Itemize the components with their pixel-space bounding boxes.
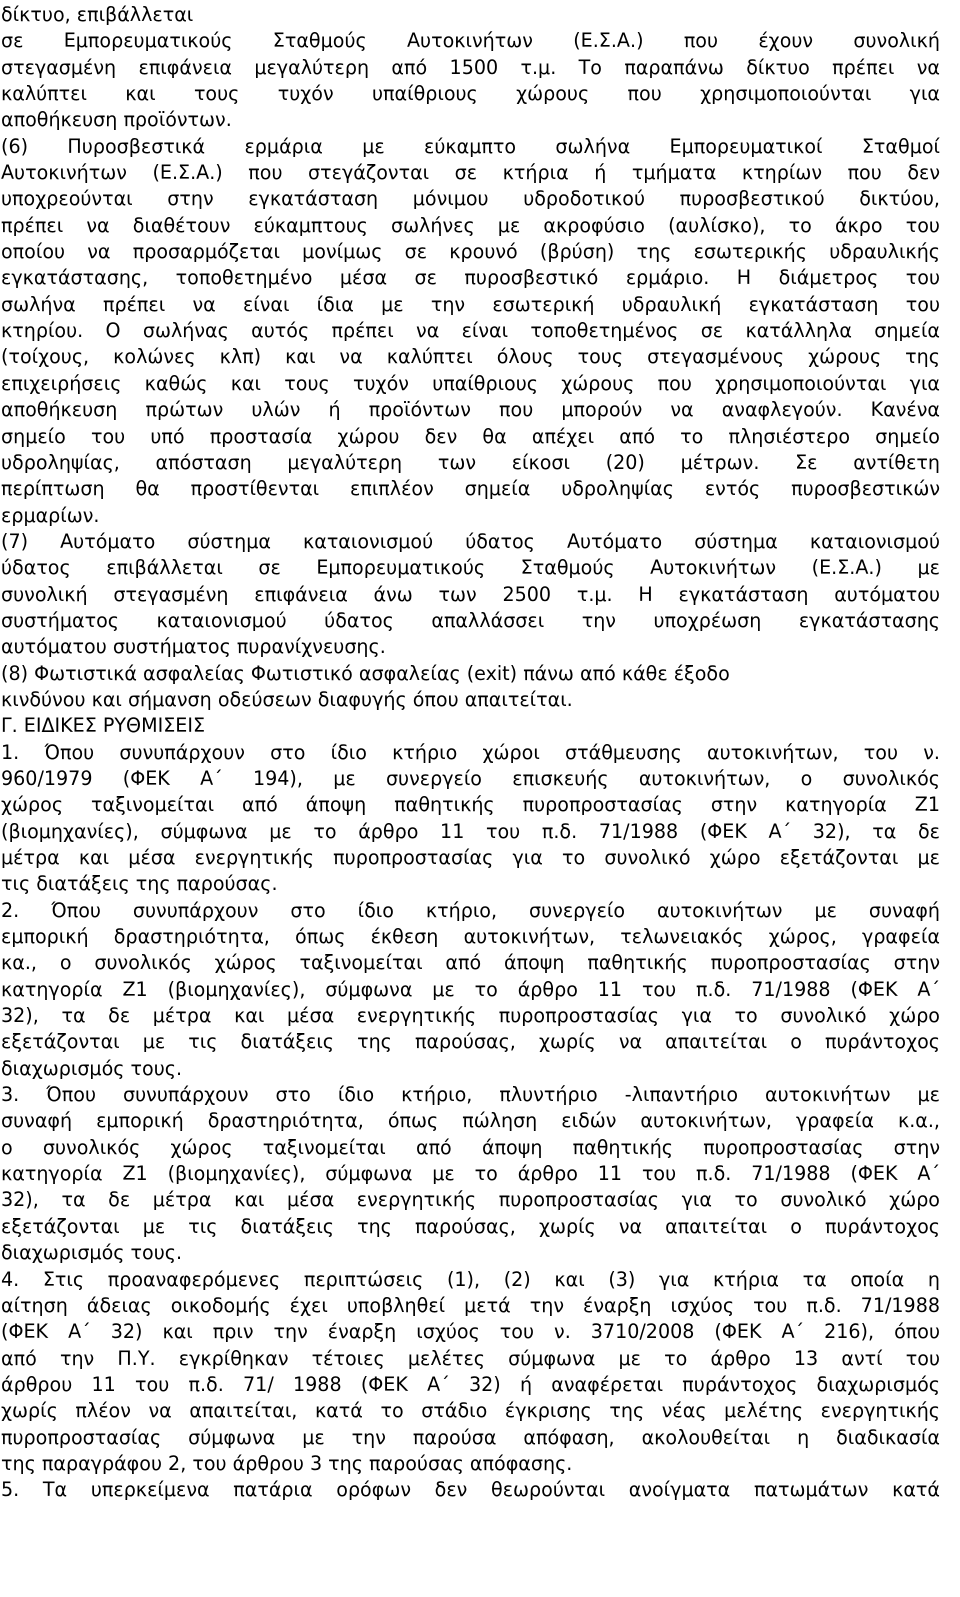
text-line: κατηγορία Ζ1 (βιομηχανίες), σύμφωνα με το άρθρο 11 του π.δ. 71/1988 (ΦΕΚ Α΄ [1, 977, 940, 1001]
text-line: τις διατάξεις της παρούσας. [1, 872, 278, 896]
text-line: εξετάζονται με τις διατάξεις της παρούσας, χωρίς να απαιτείται ο πυράντοχος [1, 1214, 940, 1238]
text-line: χώρος ταξινομείται από άποψη παθητικής πυροπροστασίας στην κατηγορία Ζ1 [1, 793, 940, 817]
text-line: Αυτοκινήτων (Ε.Σ.Α.) που στεγάζονται σε κτήρια ή τμήματα κτηρίων που δεν [1, 161, 940, 185]
text-line: εξετάζονται με τις διατάξεις της παρούσας, χωρίς να απαιτείται ο πυράντοχος [1, 1030, 940, 1054]
text-line: περίπτωση θα προστίθενται επιπλέον σημεία υδροληψίας εντός πυροσβεστικών [1, 477, 940, 501]
text-line: Γ. ΕΙΔΙΚΕΣ ΡΥΘΜΙΣΕΙΣ [1, 714, 206, 738]
text-line: 3. Όπου συνυπάρχουν στο ίδιο κτήριο, πλυντήριο -λιπαντήριο αυτοκινήτων με [1, 1083, 940, 1107]
text-line: αποθήκευση προϊόντων. [1, 108, 232, 132]
text-line: (8) Φωτιστικά ασφαλείας Φωτιστικό ασφαλείας (exit) πάνω από κάθε έξοδο [1, 661, 730, 685]
text-line: κτηρίου. Ο σωλήνας αυτός πρέπει να είναι τοποθετημένος σε κατάλληλα σημεία [1, 319, 940, 343]
text-line: υδροληψίας, απόσταση μεγαλύτερη των είκοσι (20) μέτρων. Σε αντίθετη [1, 450, 940, 474]
text-line: στεγασμένη επιφάνεια μεγαλύτερη από 1500 τ.μ. Το παραπάνω δίκτυο πρέπει να [1, 55, 940, 79]
text-line: (6) Πυροσβεστικά ερμάρια με εύκαμπτο σωλήνα Εμπορευματικοί Σταθμοί [1, 134, 940, 158]
text-line: δίκτυο, επιβάλλεται [1, 3, 194, 26]
text-line: κα., ο συνολικός χώρος ταξινομείται από άποψη παθητικής πυροπροστασίας στην [1, 951, 940, 975]
text-line: 32), τα δε μέτρα και μέσα ενεργητικής πυροπροστασίας για το συνολικό χώρο [1, 1004, 940, 1028]
text-line: εμπορική δραστηριότητα, όπως έκθεση αυτοκινήτων, τελωνειακός χώρος, γραφεία [1, 925, 940, 949]
text-line: ερμαρίων. [1, 503, 100, 527]
text-line: διαχωρισμός τους. [1, 1241, 183, 1265]
text-line: διαχωρισμός τους. [1, 1056, 183, 1080]
text-line: κατηγορία Ζ1 (βιομηχανίες), σύμφωνα με το άρθρο 11 του π.δ. 71/1988 (ΦΕΚ Α΄ [1, 1162, 940, 1186]
text-line: ο συνολικός χώρος ταξινομείται από άποψη παθητικής πυροπροστασίας στην [1, 1135, 940, 1159]
text-line: άρθρου 11 του π.δ. 71/ 1988 (ΦΕΚ Α΄ 32) ή αναφέρεται πυράντοχος διαχωρισμός [1, 1372, 940, 1396]
text-line: 1. Όπου συνυπάρχουν στο ίδιο κτήριο χώροι στάθμευσης αυτοκινήτων, του ν. [1, 740, 940, 764]
text-line: κινδύνου και σήμανση οδεύσεων διαφυγής όπου απαιτείται. [1, 687, 573, 711]
text-line: (βιομηχανίες), σύμφωνα με το άρθρο 11 του π.δ. 71/1988 (ΦΕΚ Α΄ 32), τα δε [1, 819, 940, 843]
text-line: 2. Όπου συνυπάρχουν στο ίδιο κτήριο, συνεργείο αυτοκινήτων με συναφή [1, 898, 940, 922]
text-line: συναφή εμπορική δραστηριότητα, όπως πώληση ειδών αυτοκινήτων, γραφεία κ.α., [1, 1109, 940, 1133]
text-line: ύδατος επιβάλλεται σε Εμπορευματικούς Σταθμούς Αυτοκινήτων (Ε.Σ.Α.) με [1, 556, 940, 580]
text-line: από την Π.Υ. εγκρίθηκαν τέτοιες μελέτες σύμφωνα με το άρθρο 13 αντί του [1, 1346, 940, 1370]
text-line: αυτόματου συστήματος πυρανίχνευσης. [1, 635, 386, 659]
text-line: συστήματος καταιονισμού ύδατος απαλλάσσει την υποχρέωση εγκατάστασης [1, 608, 940, 632]
text-line: πυροπροστασίας σύμφωνα με την παρούσα απόφαση, ακολουθείται η διαδικασία [1, 1425, 940, 1449]
text-line: 960/1979 (ΦΕΚ Α΄ 194), με συνεργείο επισκευής αυτοκινήτων, ο συνολικός [1, 766, 940, 790]
text-line: πρέπει να διαθέτουν εύκαμπτους σωλήνες με ακροφύσιο (αυλίσκο), το άκρο του [1, 213, 940, 237]
text-line: (7) Αυτόματο σύστημα καταιονισμού ύδατος Αυτόματο σύστημα καταιονισμού [1, 529, 940, 553]
text-line: σημείο του υπό προστασία χώρου δεν θα απέχει από το πλησιέστερο σημείο [1, 424, 940, 448]
text-line: επιχειρήσεις καθώς και τους τυχόν υπαίθριους χώρους που χρησιμοποιούνται για [1, 371, 940, 395]
text-line: συνολική στεγασμένη επιφάνεια άνω των 2500 τ.μ. Η εγκατάσταση αυτόματου [1, 582, 940, 606]
text-line: υποχρεούνται στην εγκατάσταση μόνιμου υδροδοτικού πυροσβεστικού δικτύου, [1, 187, 940, 211]
text-line: σε Εμπορευματικούς Σταθμούς Αυτοκινήτων (Ε.Σ.Α.) που έχουν συνολική [1, 29, 940, 53]
text-line: 4. Στις προαναφερόμενες περιπτώσεις (1), (2) και (3) για κτήρια τα οποία η [1, 1267, 940, 1291]
text-line: καλύπτει και τους τυχόν υπαίθριους χώρους που χρησιμοποιούνται για [1, 82, 940, 106]
text-line: οποίου να προσαρμόζεται μονίμως σε κρουνό (βρύση) της εσωτερικής υδραυλικής [1, 240, 940, 264]
text-line: 5. Τα υπερκείμενα πατάρια ορόφων δεν θεωρούνται ανοίγματα πατωμάτων κατά [1, 1478, 940, 1502]
text-line: αποθήκευση πρώτων υλών ή προϊόντων που μπορούν να αναφλεγούν. Κανένα [1, 398, 940, 422]
text-line: της παραγράφου 2, του άρθρου 3 της παρούσας απόφασης. [1, 1451, 573, 1475]
text-line: εγκατάστασης, τοποθετημένο μέσα σε πυροσβεστικό ερμάριο. Η διάμετρος του [1, 266, 940, 290]
text-line: σωλήνα πρέπει να είναι ίδια με την εσωτερική υδραυλική εγκατάσταση του [1, 292, 940, 316]
text-line: μέτρα και μέσα ενεργητικής πυροπροστασίας για το συνολικό χώρο εξετάζονται με [1, 846, 940, 869]
text-line: αίτηση άδειας οικοδομής έχει υποβληθεί μετά την έναρξη ισχύος του π.δ. 71/1988 [1, 1293, 940, 1317]
text-line: χωρίς πλέον να απαιτείται, κατά το στάδιο έγκρισης της νέας μελέτης ενεργητικής [1, 1399, 940, 1423]
text-line: 32), τα δε μέτρα και μέσα ενεργητικής πυροπροστασίας για το συνολικό χώρο [1, 1188, 940, 1212]
text-line: (ΦΕΚ Α΄ 32) και πριν την έναρξη ισχύος του ν. 3710/2008 (ΦΕΚ Α΄ 216), όπου [1, 1320, 940, 1344]
text-line: (τοίχους, κολώνες κλπ) και να καλύπτει όλους τους στεγασμένους χώρους της [1, 345, 940, 369]
